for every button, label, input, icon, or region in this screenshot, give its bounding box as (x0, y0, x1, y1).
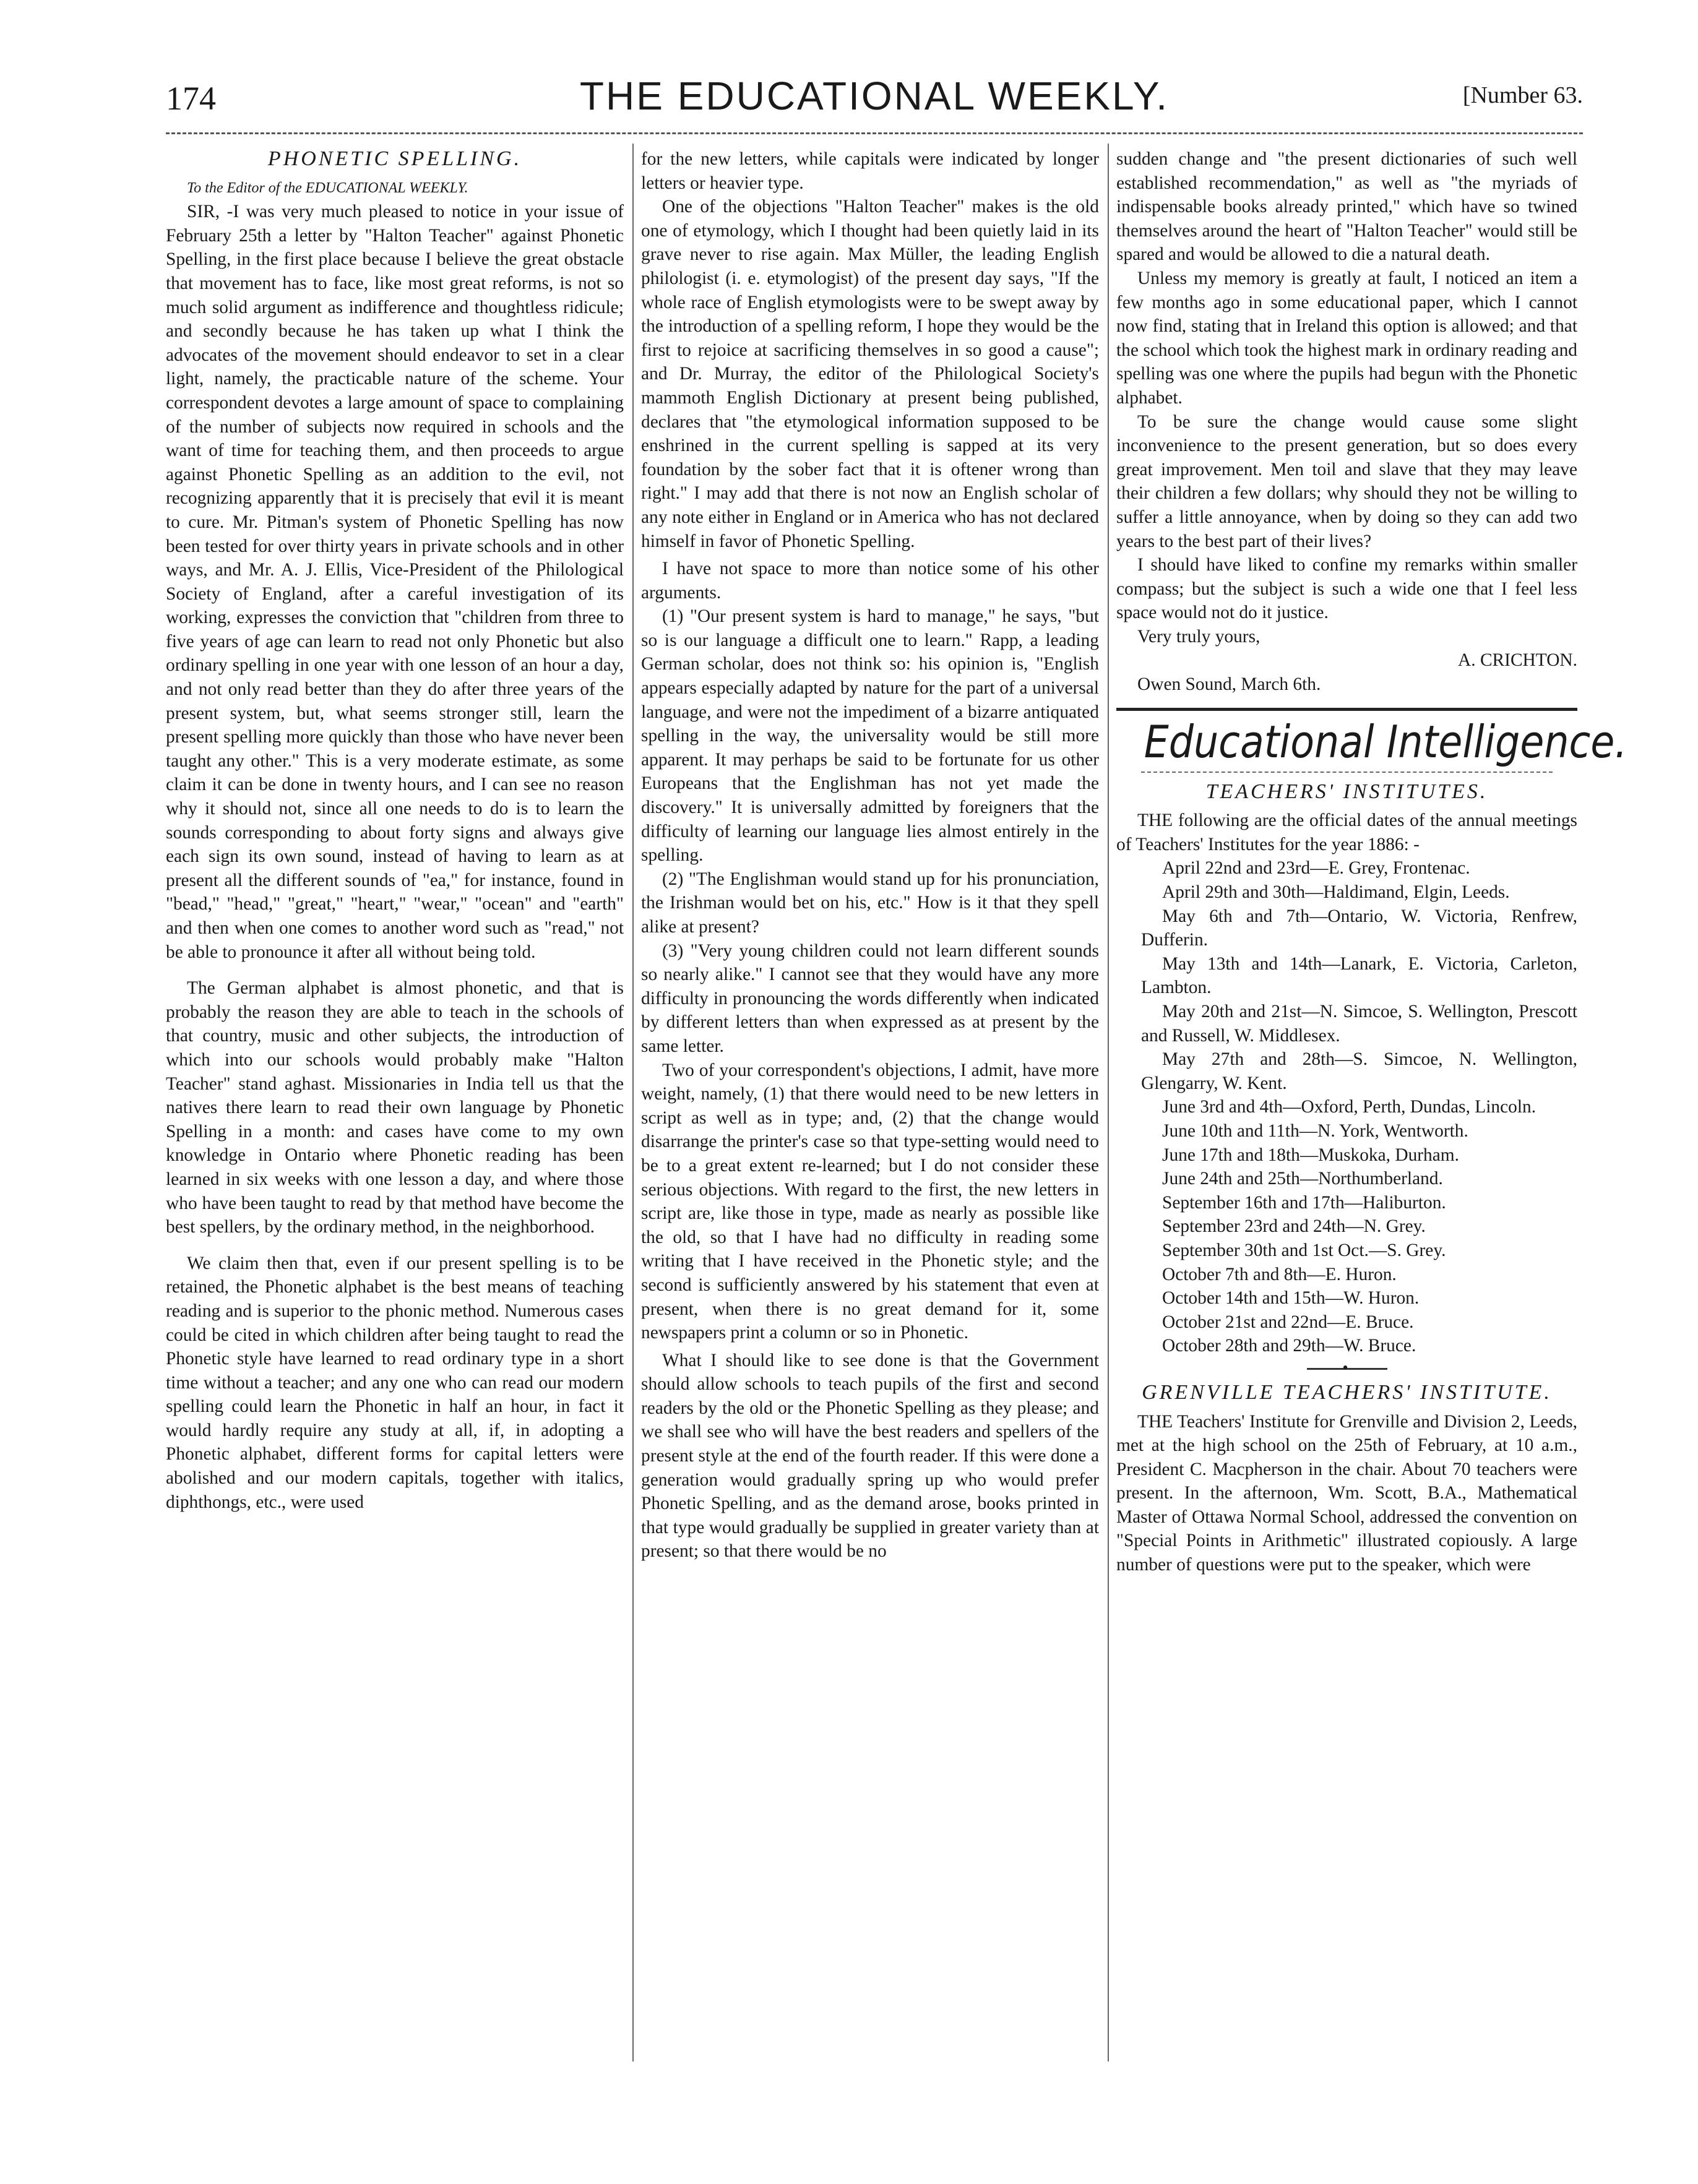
date-entry: September 23rd and 24th—N. Grey. (1162, 1216, 1426, 1237)
article-heading: PHONETIC SPELLING. (267, 147, 522, 170)
ornament-rule (1307, 1368, 1387, 1370)
date-entry: October 21st and 22nd—E. Bruce. (1162, 1312, 1414, 1332)
date-entry: June 24th and 25th—Northumberland. (1162, 1169, 1443, 1189)
date-entry: September 30th and 1st Oct.—S. Grey. (1162, 1240, 1446, 1260)
paragraph: We claim then that, even if our present spelling is to be retained, the Phonetic alphabet is the best means of teaching reading and is superior to the phonic method. Numerous cases could be cited in which children after being taught to read the Phonetic style have learned to read ordinary type in a short time without a teacher; and any one who can read our modern spelling could learn the Phonetic in half an hour, in fact it would hardly require any study at all, if, in adopting a Phonetic alphabet, different forms for capital letters were abolished and our modern capitals, together with italics, diphthongs, etc., were used (166, 1253, 624, 1512)
date-entry: October 28th and 29th—W. Bruce. (1162, 1336, 1416, 1356)
paragraph: SIR, -I was very much pleased to notice in your issue of February 25th a letter by "Halton Teacher" against Phonetic Spelling, in the first place because I believe the great obstacle that movement has to face, like most great reforms, is not so much solid argument as indifference and thoughtless ridicule; and secondly because he has taken up what I think the advocates of the movement should endeavor to set in a clear light, namely, the practicable nature of the scheme. Your correspondent devotes a large amount of space to complaining of the number of subjects now required in schools and the want of time for teaching them, and then proceeds to argue against Phonetic Spelling as an addition to the evil, not recognizing apparently that it is precisely that evil it is meant to cure. Mr. Pitman's system of Phonetic Spelling has now been tested for over thirty years in private schools and in other ways, and Mr. A. J. Ellis, Vice-President of the Philological Society of England, after a careful investigation of its working, expresses the conviction that "children from three to five years of age can learn to read not only Phonetic but also ordinary spelling in one year with one lesson of an hour a day, and not only read better than they do after three years of the present system, but, what seems stronger still, learn the present spelling more quickly than those who have never been taught any other." This is a very moderate estimate, as some claim it can be done in twenty hours, and I can see no reason why it should not, since all one needs to do is to learn the sounds corresponding to about forty signs and always give each sign its own sound, instead of having to learn as at present all the different sounds of "ea," for instance, found in "bead," "head," "great," "heart," "wear," "ocean" and "earth" and then when one comes to another word such as "read," not be able to pronounce it after all without being told. (166, 202, 624, 962)
issue-number: [Number 63. (1462, 82, 1583, 108)
column-divider-1 (632, 144, 634, 2061)
date-entry: May 20th and 21st—N. Simcoe, S. Wellington, Prescott and Russell, W. Middlesex. (1141, 1002, 1577, 1046)
grenville-heading: GRENVILLE TEACHERS' INSTITUTE. (1142, 1380, 1552, 1404)
banner-rule (1141, 772, 1553, 773)
column-divider-2 (1108, 144, 1109, 2061)
paragraph: I have not space to more than notice some of his other arguments. (641, 559, 1099, 603)
column-1 (166, 147, 624, 1514)
column-3 (1116, 147, 1627, 1577)
publication-title: THE EDUCATIONAL WEEKLY. (579, 74, 1170, 118)
date-entry: June 17th and 18th—Muskoka, Durham. (1162, 1145, 1459, 1165)
paragraph: for the new letters, while capitals were indicated by longer letters or heavier type. (641, 149, 1099, 193)
paragraph: To be sure the change would cause some slight inconvenience to the present generation, but so does every great improvement. Men toil and slave that they may leave their children a few dollars; why should they not be willing to suffer a little annoyance, when by doing so they can add two years to the best part of their lives? (1116, 411, 1577, 551)
section-rule (1116, 708, 1577, 711)
masthead-rule (166, 132, 1583, 134)
date-entry: May 6th and 7th—Ontario, W. Victoria, Renfrew, Dufferin. (1141, 906, 1577, 950)
section-banner: Educational Intelligence. (1144, 715, 1627, 768)
place-date: Owen Sound, March 6th. (1137, 674, 1321, 695)
institutes-heading: TEACHERS' INSTITUTES. (1205, 780, 1488, 803)
closing: Very truly yours, (1137, 626, 1261, 647)
signature: A. CRICHTON. (1458, 650, 1577, 671)
date-entry: April 22nd and 23rd—E. Grey, Frontenac. (1162, 858, 1470, 879)
column-2 (641, 147, 1099, 1563)
date-entry: October 7th and 8th—E. Huron. (1162, 1264, 1397, 1284)
date-entry: October 14th and 15th—W. Huron. (1162, 1288, 1420, 1309)
paragraph: One of the objections "Halton Teacher" makes is the old one of etymology, which I thought had been quietly laid in its grave never to rise again. Max Müller, the leading English philologist (i. e. etymologist) of the present day says, "If the whole race of English etymologists were to be swept away by the introduction of a spelling reform, I hope they would be the first to rejoice at sacrificing themselves in so good a cause"; and Dr. Murray, the editor of the Philological Society's mammoth English Dictionary at present being published, declares that "the etymological information supposed to be enshrined in the current spelling is sapped at its very foundation by the sober fact that it is oftener wrong than right." I may add that there is not now an English scholar of any note either in England or in America who has not declared himself in favor of Phonetic Spelling. (641, 197, 1099, 551)
date-entry: June 10th and 11th—N. York, Wentworth. (1162, 1120, 1468, 1141)
paragraph: I should have liked to confine my remarks within smaller compass; but the subject is such a wide one that I feel less space would not do it justice. (1116, 555, 1577, 623)
date-entry: May 13th and 14th—Lanark, E. Victoria, Carleton, Lambton. (1141, 953, 1577, 998)
date-entry: September 16th and 17th—Haliburton. (1162, 1192, 1446, 1213)
to-editor-line: To the Editor of the EDUCATIONAL WEEKLY. (187, 179, 468, 196)
paragraph: What I should like to see done is that the Government should allow schools to teach pupils of the first and second readers by the old or the Phonetic Spelling as they please; and we shall see who will have the best readers and spellers of the present style at the end of the fourth reader. If this were done a generation would gradually spring up who would prefer Phonetic Spelling, and as the demand arose, books printed in that type would gradually be supplied in greater variety than at present; so that there would be no (641, 1350, 1099, 1562)
date-entry: April 29th and 30th—Haldimand, Elgin, Leeds. (1162, 882, 1510, 903)
paragraph: Two of your correspondent's objections, I admit, have more weight, namely, (1) that there would need to be new letters in script as well as in type; and, (2) that the change would disarrange the printer's case so that type-setting would need to be to a great extent re-learned; but I do not consider these serious objections. With regard to the first, the new letters in script are, like those in type, made as nearly as possible like the old, so that I have had no difficulty in reading some writing that I have received in the Phonetic style; and the second is sufficiently answered by his statement that even at present, when there is no great demand for it, some newspapers print a column or so in Phonetic. (641, 1060, 1099, 1343)
grenville-paragraph: THE Teachers' Institute for Grenville and Division 2, Leeds, met at the high school on the 25th of February, at 10 a.m., President C. Macpherson in the chair. About 70 teachers were present. In the afternoon, Wm. Scott, B.A., Mathematical Master of Ottawa Normal School, addressed the convention on "Special Points in Arithmetic" illustrated copiously. A large number of questions were put to the speaker, which were (1116, 1411, 1577, 1575)
paragraph: The German alphabet is almost phonetic, and that is probably the reason they are able to teach in the schools of that country, music and other subjects, the introduction of which into our schools would probably make "Halton Teacher" stand aghast. Missionaries in India tell us that the natives there learn to read their own language by Phonetic Spelling in a month: and cases have come to my own knowledge in Ontario where Phonetic reading has been learned in six weeks with one lesson a day, and where those who have been taught to read by that method have become the best spellers, by the ordinary method, in the neighborhood. (166, 978, 624, 1237)
page-number: 174 (166, 80, 216, 117)
paragraph: (3) "Very young children could not learn different sounds so nearly alike." I cannot see that they would have any more difficulty in pronouncing the words differently when indicated by different letters than when expressed as at present by the same letter. (641, 940, 1099, 1056)
paragraph: sudden change and "the present dictionaries of such well established recommendation," as well as "the myriads of indispensable books already printed," which have so twined themselves around the heart of "Halton Teacher" would still be spared and would be allowed to die a natural death. (1116, 149, 1577, 265)
paragraph: Unless my memory is greatly at fault, I noticed an item a few months ago in some educational paper, which I cannot now find, stating that in Ireland this option is allowed; and that the school which took the highest mark in ordinary reading and spelling was one where the pupils had begun with the Phonetic alphabet. (1116, 268, 1577, 408)
date-entry: May 27th and 28th—S. Simcoe, N. Wellington, Glengarry, W. Kent. (1141, 1049, 1577, 1093)
paragraph: (2) "The Englishman would stand up for his pronunciation, the Irishman would bet on his, etc." How is it that they spell alike at present? (641, 869, 1099, 937)
paragraph: (1) "Our present system is hard to manage," he says, "but so is our language a difficult one to learn." Rapp, a leading German scholar, does not think so: his opinion is, "English appears especially adapted by nature for the part of a universal language, and were not the impediment of a bizarre antiquated spelling in the way, the universality would be still more apparent. It may perhaps be said to be fortunate for us other Europeans that the Englishman has not yet made the discovery." It is universally admitted by foreigners that the difficulty of learning our language lies almost entirely in the spelling. (641, 606, 1099, 866)
institutes-intro: THE following are the official dates of the annual meetings of Teachers' Institutes for the year 1886: - (1116, 810, 1577, 854)
date-entry: June 3rd and 4th—Oxford, Perth, Dundas, Lincoln. (1162, 1097, 1536, 1117)
masthead (166, 73, 1583, 123)
